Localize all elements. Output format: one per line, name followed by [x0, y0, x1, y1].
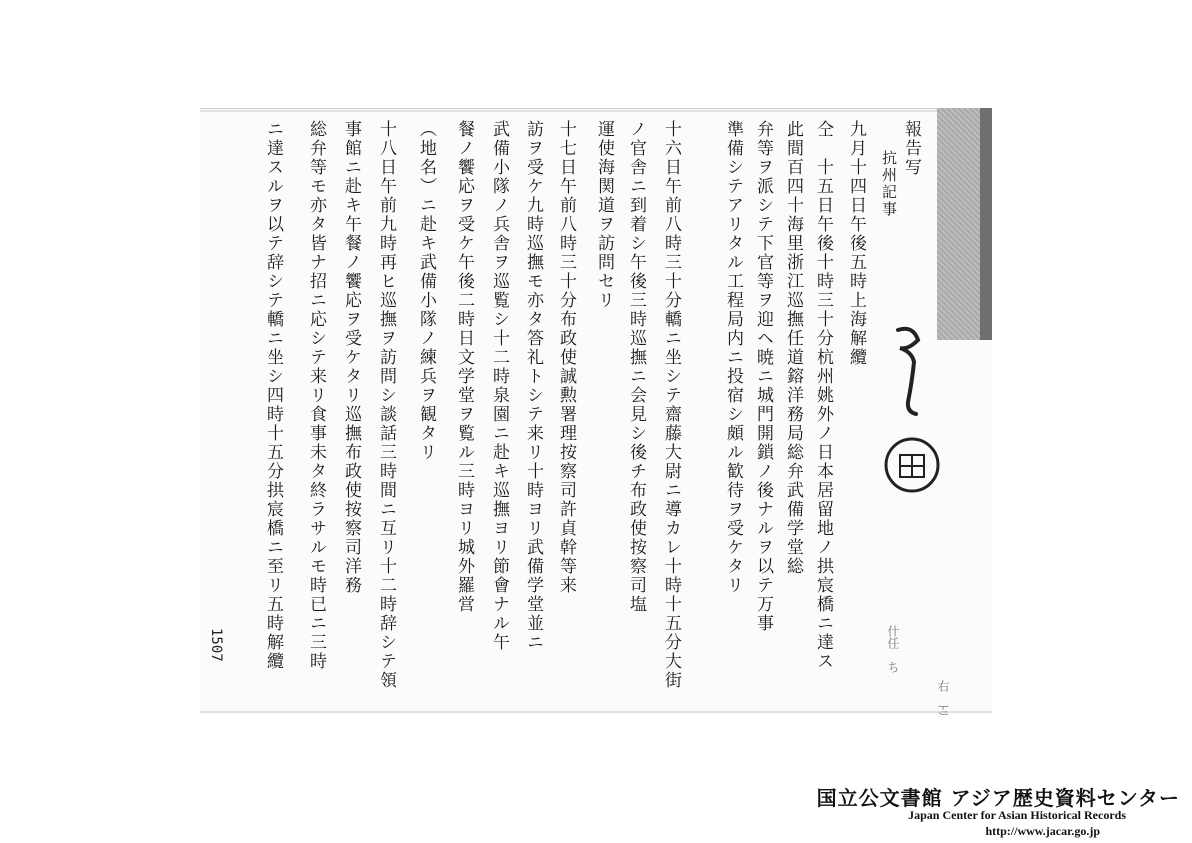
text-column-14: 十八日午前九時再ヒ巡撫ヲ訪問シ談話三時間ニ互リ十二時辞シテ領: [376, 120, 396, 690]
margin-note-2: 右 ﾄﾘ: [936, 680, 950, 717]
document-heading: 報告写: [901, 120, 921, 177]
text-column-2: 仝 十五日午後十時三十分杭州姚外ノ日本居留地ノ拱宸橋ニ達ス: [813, 120, 833, 671]
text-column-16: 総弁等モ亦タ皆ナ招ニ応シテ来リ食事未タ終ラサルモ時已ニ三時: [306, 120, 326, 671]
text-column-9: 十七日午前八時三十分布政使誠勲署理按察司許貞幹等来: [556, 120, 576, 595]
text-column-8: 運使海関道ヲ訪問セリ: [594, 120, 614, 310]
text-column-17: ニ達スルヲ以テ辞シテ轎ニ坐シ四時十五分拱宸橋ニ至リ五時解纜: [263, 120, 283, 671]
text-column-1: 九月十四日午後五時上海解纜: [846, 120, 866, 367]
footer-url: http://www.jacar.go.jp: [985, 824, 1100, 838]
margin-note-1: 什任 ち: [886, 625, 900, 673]
scan-edge-shadow: [980, 108, 992, 340]
text-column-5: 準備シテアリタル工程局内ニ投宿シ頗ル歓待ヲ受ケタリ: [723, 120, 743, 595]
footer-institution-english: Japan Center for Asian Historical Records: [908, 808, 1126, 822]
footer-institution-name: 国立公文書館 アジア歴史資料センター: [816, 786, 1180, 810]
text-column-6: 十六日午前八時三十分轎ニ坐シテ齋藤大尉ニ導カレ十時十五分大街: [661, 120, 681, 690]
text-column-10: 訪ヲ受ケ九時巡撫モ亦タ答礼トシテ来リ十時ヨリ武備学堂並ニ: [523, 120, 543, 652]
text-column-7: ノ官舎ニ到着シ午後三時巡撫ニ会見シ後チ布政使按察司塩: [626, 120, 646, 614]
page-number: 1507: [208, 628, 224, 662]
document-subheading: 抗州記事: [880, 150, 898, 218]
text-column-12: 餐ノ饗応ヲ受ケ午後二時日文学堂ヲ覧ル三時ヨリ城外羅営: [454, 120, 474, 614]
seal-stamp-icon: [868, 320, 948, 500]
text-column-11: 武備小隊ノ兵舎ヲ巡覧シ十二時泉園ニ赴キ巡撫ヨリ節會ナル午: [489, 120, 509, 652]
text-column-4: 弁等ヲ派シテ下官等ヲ迎ヘ暁ニ城門開鎖ノ後ナルヲ以テ万事: [753, 120, 773, 633]
text-column-13: （地名）ニ赴キ武備小隊ノ練兵ヲ観タリ: [416, 120, 436, 462]
text-column-3: 此間百四十海里浙江巡撫任道鎔洋務局総弁武備学堂総: [783, 120, 803, 576]
text-column-15: 事館ニ赴キ午餐ノ饗応ヲ受ケタリ巡撫布政使按察司洋務: [341, 120, 361, 595]
